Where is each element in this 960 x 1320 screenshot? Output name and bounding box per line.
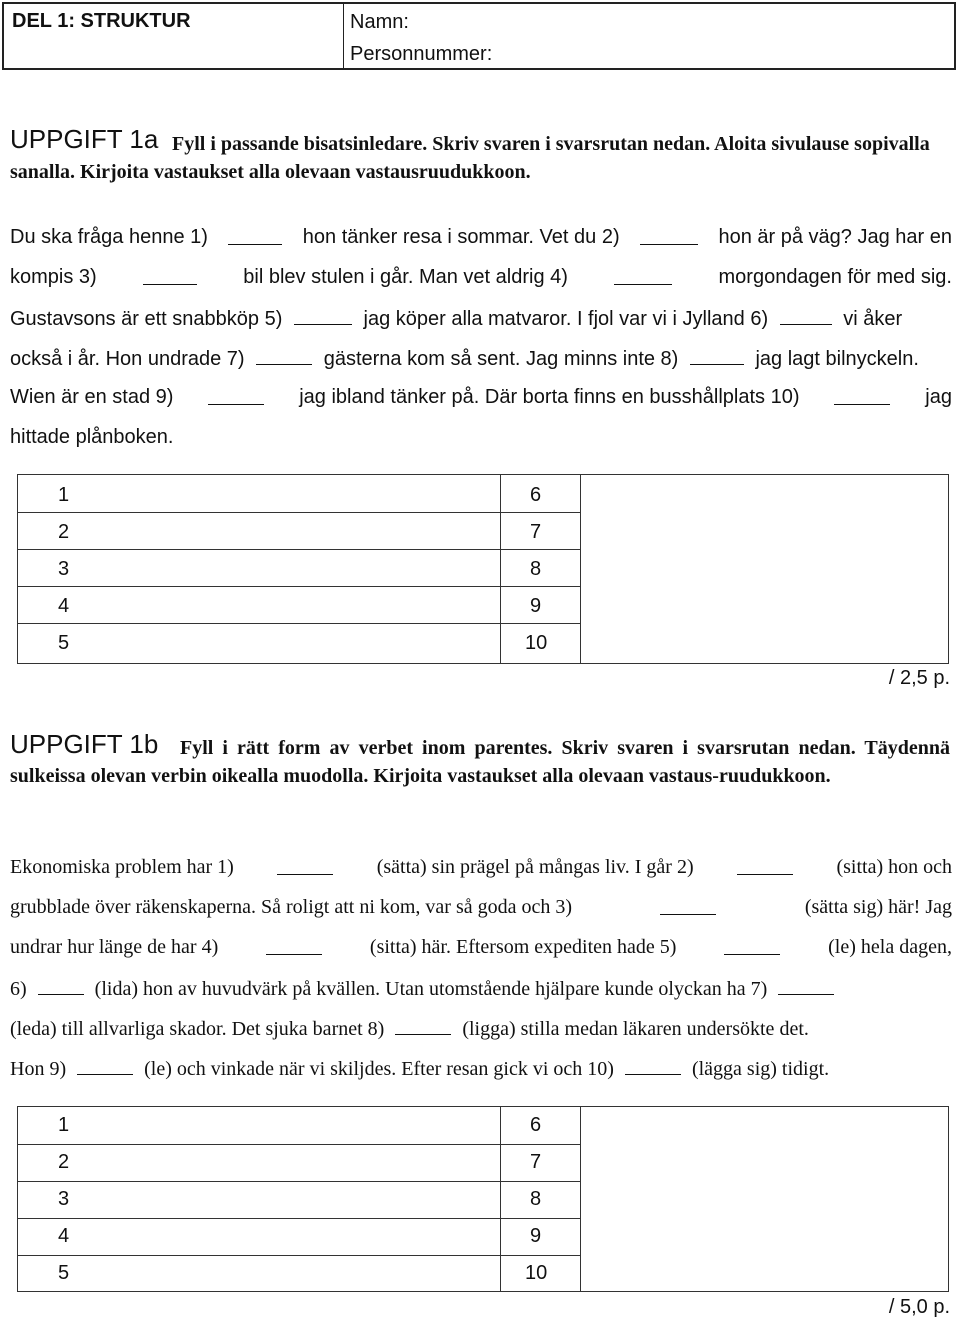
task-1a-line-6: [10, 426, 952, 449]
task-1b-line-4: [10, 976, 952, 1001]
text-segment: grubblade över räkenskaperna. Så roligt att ni kom, var så goda och 3): [10, 896, 573, 918]
text-segment: (lida) hon av huvudvärk på kvällen. Utan utomstående hjälpare kunde olyckan ha 7): [94, 978, 768, 1000]
grid-number: 3: [58, 558, 70, 580]
blank-7[interactable]: [256, 346, 312, 365]
task-1b-instruction: Fyll i rätt form av verbet inom parentes. Skriv svaren i svarsrutan nedan. Täydennä sulkeissa olevan verbin oikealla muodolla. Kirjoita vastaukset alla olevaan vastaus-ruudukkoon.: [10, 737, 950, 787]
text-segment: gästerna kom så sent. Jag minns inte 8): [323, 348, 679, 370]
blank-4[interactable]: [266, 936, 322, 955]
text-segment: jag lagt bilnyckeln.: [755, 348, 919, 370]
text-segment: Ekonomiska problem har 1): [10, 856, 234, 878]
grid-number: 9: [530, 595, 542, 617]
grid-divider-2: [580, 1107, 581, 1291]
text-segment: (lägga sig) tidigt.: [691, 1058, 830, 1080]
blank-7[interactable]: [778, 976, 834, 995]
points-1b: / 5,0 p.: [888, 1296, 950, 1318]
id-field-label[interactable]: Personnummer:: [350, 43, 493, 65]
task-1a-instruction: Fyll i passande bisatsinledare. Skriv svaren i svarsrutan nedan. Aloita sivulause sopivalla sanalla. Kirjoita vastaukset alla olevaan vastausruudukkoon.: [10, 133, 930, 183]
blank-9[interactable]: [77, 1056, 133, 1075]
grid-row-line: [18, 1255, 580, 1256]
blank-8[interactable]: [395, 1016, 451, 1035]
grid-number: 5: [58, 632, 70, 654]
text-segment: (sitta) här. Eftersom expediten hade 5): [369, 936, 677, 958]
points-1a: / 2,5 p.: [888, 667, 950, 689]
grid-number: 1: [58, 484, 70, 506]
grid-row-line: [18, 1218, 580, 1219]
blank-3[interactable]: [660, 896, 716, 915]
grid-number: 6: [530, 1114, 542, 1136]
grid-number: 8: [530, 1188, 542, 1210]
grid-row-line: [18, 512, 580, 513]
text-segment: bil blev stulen i går. Man vet aldrig 4): [243, 266, 568, 288]
task-1a-line-4: [10, 346, 952, 371]
grid-row-line: [18, 1181, 580, 1182]
text-segment: jag ibland tänker på. Där borta finns en busshållplats 10): [299, 386, 800, 408]
text-segment: (le) och vinkade när vi skiljdes. Efter resan gick vi och 10): [144, 1058, 614, 1080]
text-segment: 6): [10, 978, 27, 1000]
text-segment: undrar hur länge de har 4): [10, 936, 219, 958]
grid-divider-1: [500, 475, 501, 663]
blank-1[interactable]: [228, 226, 282, 245]
blank-5[interactable]: [724, 936, 780, 955]
blank-5[interactable]: [294, 306, 352, 325]
grid-row-line: [18, 586, 580, 587]
text-segment: hittade plånboken.: [10, 426, 174, 448]
header-box: [2, 2, 956, 70]
blank-4[interactable]: [614, 266, 672, 285]
task-1a-line-3: [10, 306, 952, 331]
blank-10[interactable]: [625, 1056, 681, 1075]
text-segment: (ligga) stilla medan läkaren undersökte det.: [462, 1018, 809, 1040]
grid-number: 6: [530, 484, 542, 506]
grid-divider-1: [500, 1107, 501, 1291]
grid-row-line: [18, 549, 580, 550]
text-segment: (leda) till allvarliga skador. Det sjuka barnet 8): [10, 1018, 385, 1040]
grid-number: 1: [58, 1114, 70, 1136]
task-1b-line-3: [10, 936, 952, 959]
text-segment: hon tänker resa i sommar. Vet du 2): [302, 226, 620, 248]
blank-6[interactable]: [38, 976, 84, 995]
task-1b-line-2: [10, 896, 952, 919]
name-field-label[interactable]: Namn:: [350, 11, 409, 33]
grid-number: 7: [530, 1151, 542, 1173]
blank-2[interactable]: [737, 856, 793, 875]
blank-9[interactable]: [208, 386, 264, 405]
grid-number: 8: [530, 558, 542, 580]
blank-6[interactable]: [780, 306, 832, 325]
grid-number: 3: [58, 1188, 70, 1210]
grid-row-line: [18, 623, 580, 624]
section-title: DEL 1: STRUKTUR: [12, 10, 191, 32]
blank-10[interactable]: [834, 386, 890, 405]
text-segment: Du ska fråga henne 1): [10, 226, 208, 248]
grid-number: 2: [58, 1151, 70, 1173]
text-segment: vi åker: [843, 308, 903, 330]
text-segment: (sätta sig) här! Jag: [804, 896, 952, 918]
task-1a-line-5: [10, 386, 952, 409]
blank-8[interactable]: [690, 346, 744, 365]
grid-number: 9: [530, 1225, 542, 1247]
grid-number: 7: [530, 521, 542, 543]
answer-grid-1a: [17, 474, 949, 664]
grid-number: 10: [525, 632, 548, 654]
blank-1[interactable]: [277, 856, 333, 875]
grid-row-line: [18, 1144, 580, 1145]
grid-number: 4: [58, 595, 70, 617]
task-1a-line-2: [10, 266, 952, 289]
grid-number: 10: [525, 1262, 548, 1284]
text-segment: Wien är en stad 9): [10, 386, 174, 408]
grid-divider-2: [580, 475, 581, 663]
text-segment: morgondagen för med sig.: [718, 266, 952, 288]
text-segment: Gustavsons är ett snabbköp 5): [10, 308, 283, 330]
text-segment: (sätta) sin prägel på mångas liv. I går 2): [376, 856, 694, 878]
text-segment: jag köper alla matvaror. I fjol var vi i Jylland 6): [363, 308, 769, 330]
text-segment: kompis 3): [10, 266, 97, 288]
header-divider: [343, 4, 344, 68]
task-1b-title-text: UPPGIFT 1b: [10, 729, 159, 759]
grid-number: 2: [58, 521, 70, 543]
text-segment: (le) hela dagen,: [828, 936, 952, 958]
task-1b-line-6: [10, 1056, 952, 1081]
answer-grid-1b: [17, 1106, 949, 1292]
text-segment: hon är på väg? Jag har en: [718, 226, 952, 248]
grid-number: 4: [58, 1225, 70, 1247]
blank-3[interactable]: [143, 266, 197, 285]
text-segment: jag: [925, 386, 952, 408]
blank-2[interactable]: [640, 226, 698, 245]
task-1a-title-text: UPPGIFT 1a: [10, 124, 159, 154]
task-1b-line-1: [10, 856, 952, 879]
task-1b-line-5: [10, 1016, 952, 1041]
grid-number: 5: [58, 1262, 70, 1284]
text-segment: Hon 9): [10, 1058, 67, 1080]
text-segment: också i år. Hon undrade 7): [10, 348, 245, 370]
text-segment: (sitta) hon och: [836, 856, 952, 878]
task-1a-line-1: [10, 226, 952, 249]
